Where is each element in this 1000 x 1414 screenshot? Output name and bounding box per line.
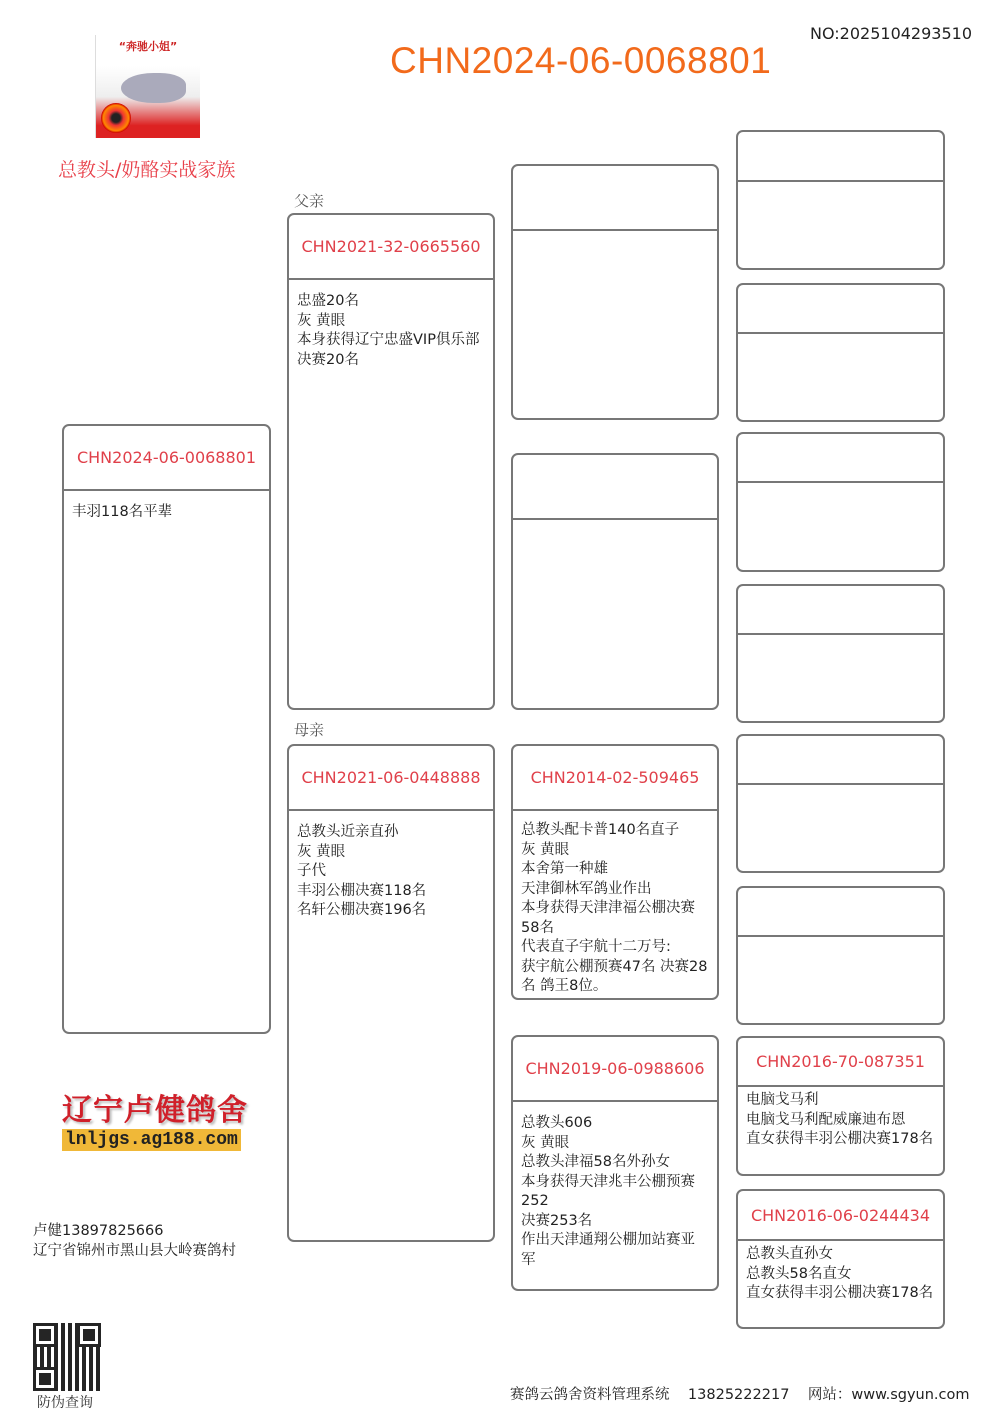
ring-number (513, 166, 717, 231)
qr-code[interactable] (33, 1323, 101, 1391)
ring-number (738, 888, 943, 937)
notes: 忠盛20名 灰 黄眼 本身获得辽宁忠盛VIP俱乐部决赛20名 (297, 293, 480, 368)
ring-number: CHN2024-06-0068801 (64, 426, 269, 491)
contact-info (33, 1221, 236, 1261)
notes (738, 334, 943, 346)
notes (513, 231, 717, 243)
contact-phone: 卢健13897825666 (33, 1223, 164, 1239)
notes: 丰羽118名平辈 (72, 504, 173, 520)
granddam-paternal-card (511, 453, 719, 710)
notes (738, 937, 943, 949)
ring-number (513, 455, 717, 520)
brand-name: 辽宁卢健鸽舍 (62, 1093, 248, 1128)
ring-number: CHN2021-06-0448888 (289, 746, 493, 811)
page-title-ring: CHN2024-06-0068801 (390, 40, 772, 81)
pigeon-image (121, 73, 186, 103)
pigeon-photo-logo (95, 35, 200, 138)
great-grandparent-card (736, 1189, 945, 1329)
notes: 电脑戈马利 电脑戈马利配威廉迪布恩 直女获得丰羽公棚决赛178名 (746, 1092, 934, 1147)
notes: 总教头606 灰 黄眼 总教头津福58名外孙女 本身获得天津兆丰公棚预赛252 决赛253名 作出天津通翔公棚加站赛亚军 (521, 1115, 695, 1268)
ring-number (738, 132, 943, 182)
dam-label: 母亲 (294, 721, 325, 739)
ring-number: CHN2019-06-0988606 (513, 1037, 717, 1102)
ring-number: CHN2014-02-509465 (513, 746, 717, 811)
ring-number (738, 285, 943, 334)
notes (513, 520, 717, 532)
document-number: NO:2025104293510 (810, 24, 973, 43)
grandsire-paternal-card (511, 164, 719, 420)
dam-card (287, 744, 495, 1242)
ring-number (738, 434, 943, 483)
ring-number: CHN2016-70-087351 (738, 1038, 943, 1087)
great-grandparent-card (736, 584, 945, 723)
great-grandparent-card (736, 432, 945, 572)
great-grandparent-card (736, 1036, 945, 1176)
brand-url: lnljgs.ag188.com (62, 1129, 241, 1151)
great-grandparent-card (736, 886, 945, 1025)
notes (738, 635, 943, 647)
ring-number (738, 586, 943, 635)
notes (738, 483, 943, 495)
grandsire-maternal-card (511, 744, 719, 1000)
eye-image (101, 103, 131, 133)
subject-card (62, 424, 271, 1034)
ring-number: CHN2016-06-0244434 (738, 1191, 943, 1241)
sire-label: 父亲 (294, 192, 325, 210)
notes: 总教头直孙女 总教头58名直女 直女获得丰羽公棚决赛178名 (746, 1246, 934, 1301)
sire-card (287, 213, 495, 710)
ring-number: CHN2021-32-0665560 (289, 215, 493, 280)
great-grandparent-card (736, 734, 945, 873)
ring-number (738, 736, 943, 785)
notes: 总教头近亲直孙 灰 黄眼 子代 丰羽公棚决赛118名 名轩公棚决赛196名 (297, 824, 427, 918)
footer-text: 赛鸽云鸽舍资料管理系统 13825222217 网站：www.sgyun.com (510, 1387, 970, 1403)
anti-counterfeit-label: 防伪查询 (37, 1395, 93, 1411)
contact-address: 辽宁省锦州市黑山县大岭赛鸽村 (33, 1243, 236, 1259)
loft-brand-logo (62, 1085, 270, 1150)
notes: 总教头配卡普140名直子 灰 黄眼 本舍第一种雄 天津御林军鸽业作出 本身获得天津津福公棚决赛58名 代表直子宇航十二万号: 获宇航公棚预赛47名 决赛28名 鸽王8位。 (521, 822, 708, 994)
notes (738, 785, 943, 797)
family-name: 总教头/奶酪实战家族 (58, 159, 236, 181)
granddam-maternal-card (511, 1035, 719, 1291)
notes (738, 182, 943, 194)
logo-caption: “奔驰小姐” (118, 40, 178, 53)
great-grandparent-card (736, 130, 945, 270)
great-grandparent-card (736, 283, 945, 422)
